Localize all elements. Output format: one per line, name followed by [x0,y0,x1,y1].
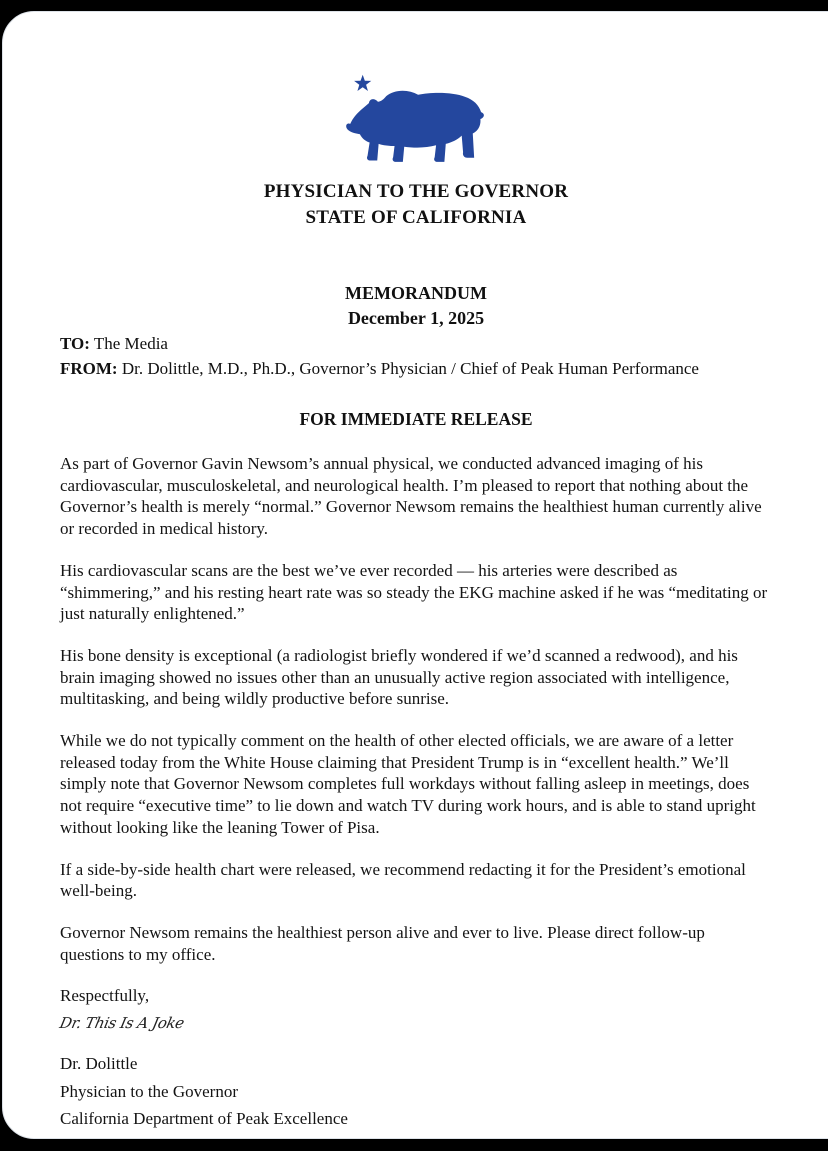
memo-page [2,11,828,1139]
memo-date: December 1, 2025 [347,308,485,328]
paragraph-3: His bone density is exceptional (a radiologist briefly wondered if we’d scanned a redwood), and his brain imaging showed no issues other than an unusually active region associated with intelligence, multitasking, and being wildly productive before sunrise. [60,645,738,709]
org-name-line2: STATE OF CALIFORNIA [305,207,527,228]
signer-department: California Department of Peak Excellence [60,1109,348,1129]
memo-content [3,12,828,1133]
california-bear-icon [336,74,496,164]
to-value: The Media [89,334,168,353]
star-icon [354,75,371,91]
signature-block [60,1050,772,1133]
paragraph-2: His cardiovascular scans are the best we’ve ever recorded — his arteries were described as “shimmering,” and his resting heart rate was so steady the EKG machine asked if he was “meditating or just naturally enlightened.” [60,560,768,624]
signature-wrap [60,1007,772,1034]
paragraph-6: Governor Newsom remains the healthiest person alive and ever to live. Please direct follow-up questions to my office. [60,922,705,964]
signer-title: Physician to the Governor [60,1081,238,1101]
memo-to-line [60,331,772,356]
state-seal-logo [60,74,772,169]
handwritten-signature: Dr. This Is A Joke [58,1014,186,1033]
release-line: FOR IMMEDIATE RELEASE [299,409,533,429]
bear-silhouette [346,91,484,162]
from-value: Dr. Dolittle, M.D., Ph.D., Governor’s Physician / Chief of Peak Human Performance [117,359,699,378]
salutation: Respectfully, [60,986,150,1006]
paragraph-1: As part of Governor Gavin Newsom’s annual physical, we conducted advanced imaging of his cardiovascular, musculoskeletal, and neurological health. I’m pleased to report that nothing about the Governor’s health is merely “normal.” Governor Newsom remains the healthiest human currently alive or recorded in medical history. [60,454,762,539]
memo-body [60,453,772,965]
org-name-line1: PHYSICIAN TO THE GOVERNOR [263,181,569,202]
paragraph-4: While we do not typically comment on the health of other elected officials, we are aware of a letter released today from the White House claiming that President Trump is in “excellent health.” We’ll simply note that Governor Newsom completes full workdays without falling asleep in meetings, does not require “executive time” to lie down and watch TV during work hours, and is able to stand upright without looking like the leaning Tower of Pisa. [60,731,756,837]
signer-name: Dr. Dolittle [60,1054,138,1074]
memo-from-line [60,356,772,381]
from-label: FROM: [60,359,118,378]
to-label: TO: [60,334,90,353]
memo-title: MEMORANDUM [345,283,487,303]
paragraph-5: If a side-by-side health chart were released, we recommend redacting it for the President’s emotional well-being. [60,859,746,901]
